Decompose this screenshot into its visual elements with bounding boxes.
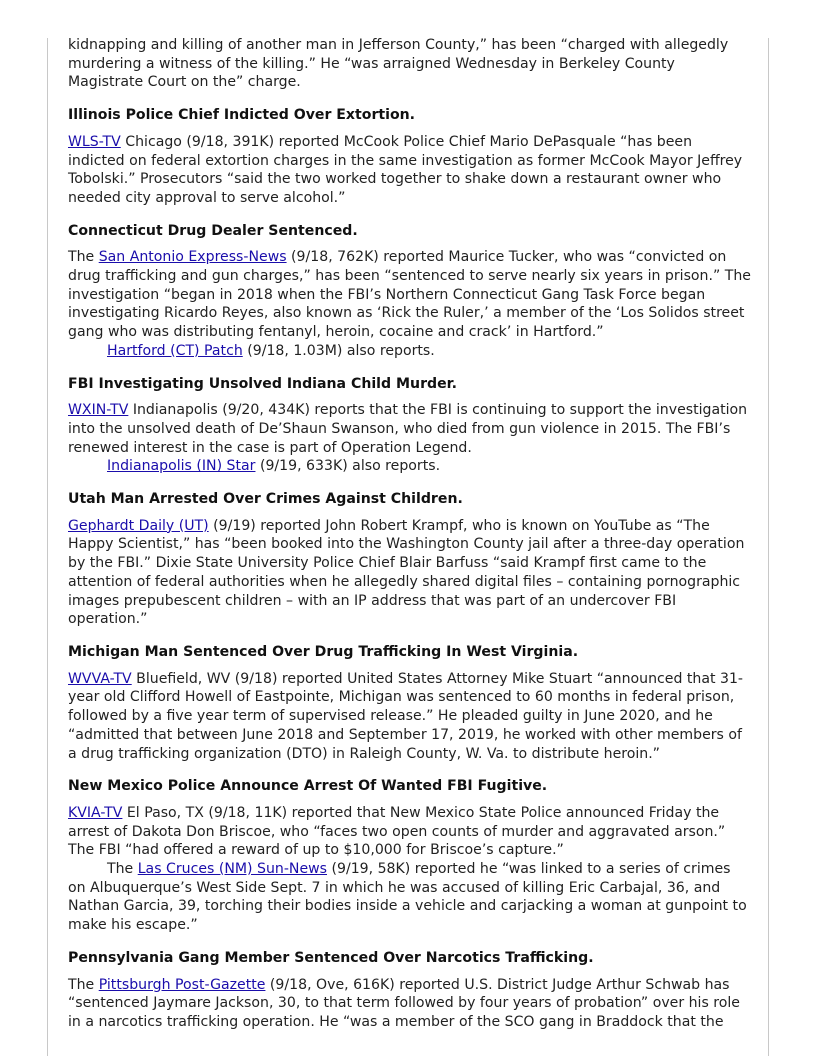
- article: [68, 643, 752, 763]
- left-margin-rule: [47, 38, 48, 1056]
- source-link[interactable]: WXIN-TV: [68, 402, 129, 419]
- article: [68, 490, 752, 629]
- article-headline: Connecticut Drug Dealer Sentenced.: [68, 222, 358, 239]
- article-paragraph: The Las Cruces (NM) Sun-News (9/19, 58K) reported he “was linked to a series of crimes on Albuquerque’s West Side Sept. 7 in which he was accused of killing Eric Carbajal, 36, and Nathan Garcia, 39, torching their bodies inside a vehicle and carjacking a woman at gunpoint to make his escape.”: [68, 861, 747, 934]
- article-headline: Utah Man Arrested Over Crimes Against Children.: [68, 491, 463, 508]
- article: [68, 949, 752, 1032]
- continued-paragraph: kidnapping and killing of another man in Jefferson County,” has been “charged with allegedly murdering a witness of the killing.” He “was arraigned Wednesday in Berkeley County Magistrate Court on the” charge.: [68, 37, 729, 91]
- article-headline: New Mexico Police Announce Arrest Of Wanted FBI Fugitive.: [68, 778, 548, 795]
- source-link[interactable]: San Antonio Express-News: [98, 249, 287, 266]
- article-headline: FBI Investigating Unsolved Indiana Child Murder.: [68, 375, 457, 392]
- also-reports-line: Hartford (CT) Patch (9/18, 1.03M) also reports.: [107, 342, 435, 359]
- source-link[interactable]: Las Cruces (NM) Sun-News: [137, 861, 327, 878]
- article: [68, 375, 752, 477]
- article-paragraph: WLS-TV Chicago (9/18, 391K) reported McCook Police Chief Mario DePasquale “has been indicted on federal extortion charges in the same investigation as former McCook Mayor Jeffrey Tobolski.” Prosecutors “said the two worked together to shake down a restaurant owner who needed city approval to serve alcohol.”: [68, 133, 743, 206]
- article: [68, 222, 752, 361]
- article-paragraph: The Pittsburgh Post-Gazette (9/18, Ove, 616K) reported U.S. District Judge Arthur Schwab has “sentenced Jaymare Jackson, 30, to that term followed by four years of probation” over his role in a narcotics trafficking operation. He “was a member of the SCO gang in Braddock that the: [68, 976, 740, 1030]
- source-link[interactable]: KVIA-TV: [68, 804, 123, 821]
- article-paragraph: WXIN-TV Indianapolis (9/20, 434K) reports that the FBI is continuing to support the investigation into the unsolved death of De’Shaun Swanson, who died from gun violence in 2015. The FBI’s renewed interest in the case is part of Operation Legend.: [68, 402, 748, 456]
- right-margin-rule: [768, 38, 769, 1056]
- source-link[interactable]: WLS-TV: [68, 133, 121, 150]
- source-link[interactable]: Pittsburgh Post-Gazette: [98, 976, 266, 993]
- newsletter-body: [68, 36, 752, 1032]
- source-link[interactable]: Indianapolis (IN) Star: [107, 458, 256, 475]
- article-headline: Michigan Man Sentenced Over Drug Trafficking In West Virginia.: [68, 643, 579, 660]
- source-link[interactable]: Gephardt Daily (UT): [68, 517, 209, 534]
- source-link[interactable]: Hartford (CT) Patch: [107, 342, 243, 359]
- article-paragraph: Gephardt Daily (UT) (9/19) reported John Robert Krampf, who is known on YouTube as “The Happy Scientist,” has “been booked into the Washington County jail after a three-day operation by the FBI.” Dixie State University Police Chief Blair Barfuss “said Krampf first came to the attention of federal authorities when he allegedly shared digital files – containing pornographic images prepubescent children – with an IP address that was part of an undercover FBI operation.”: [68, 517, 745, 628]
- article-headline: Illinois Police Chief Indicted Over Extortion.: [68, 107, 416, 124]
- source-link[interactable]: WVVA-TV: [68, 670, 132, 687]
- article-paragraph: The San Antonio Express-News (9/18, 762K) reported Maurice Tucker, who was “convicted on drug trafficking and gun charges,” has been “sentenced to serve nearly six years in prison.” The investigation “began in 2018 when the FBI’s Northern Connecticut Gang Task Force began investigating Ricardo Reyes, also known as ‘Rick the Ruler,’ a member of the ‘Los Solidos street gang who was distributing fentanyl, heroin, cocaine and crack’ in Hartford.”: [68, 249, 751, 341]
- article: [68, 106, 752, 208]
- article-paragraph: KVIA-TV El Paso, TX (9/18, 11K) reported that New Mexico State Police announced Friday the arrest of Dakota Don Briscoe, who “faces two open counts of murder and aggravated arson.” The FBI “had offered a reward of up to $10,000 for Briscoe’s capture.”: [68, 804, 726, 859]
- article: [68, 777, 752, 935]
- article-paragraph: WVVA-TV Bluefield, WV (9/18) reported United States Attorney Mike Stuart “announced that 31-year old Clifford Howell of Eastpointe, Michigan was sentenced to 60 months in federal prison, followed by a five year term of supervised release.” He pleaded guilty in June 2020, and he “admitted that between June 2018 and September 17, 2019, he worked with other members of a drug trafficking organization (DTO) in Raleigh County, W. Va. to distribute heroin.”: [68, 670, 744, 762]
- article-headline: Pennsylvania Gang Member Sentenced Over Narcotics Trafficking.: [68, 949, 594, 966]
- also-reports-line: Indianapolis (IN) Star (9/19, 633K) also reports.: [107, 458, 441, 475]
